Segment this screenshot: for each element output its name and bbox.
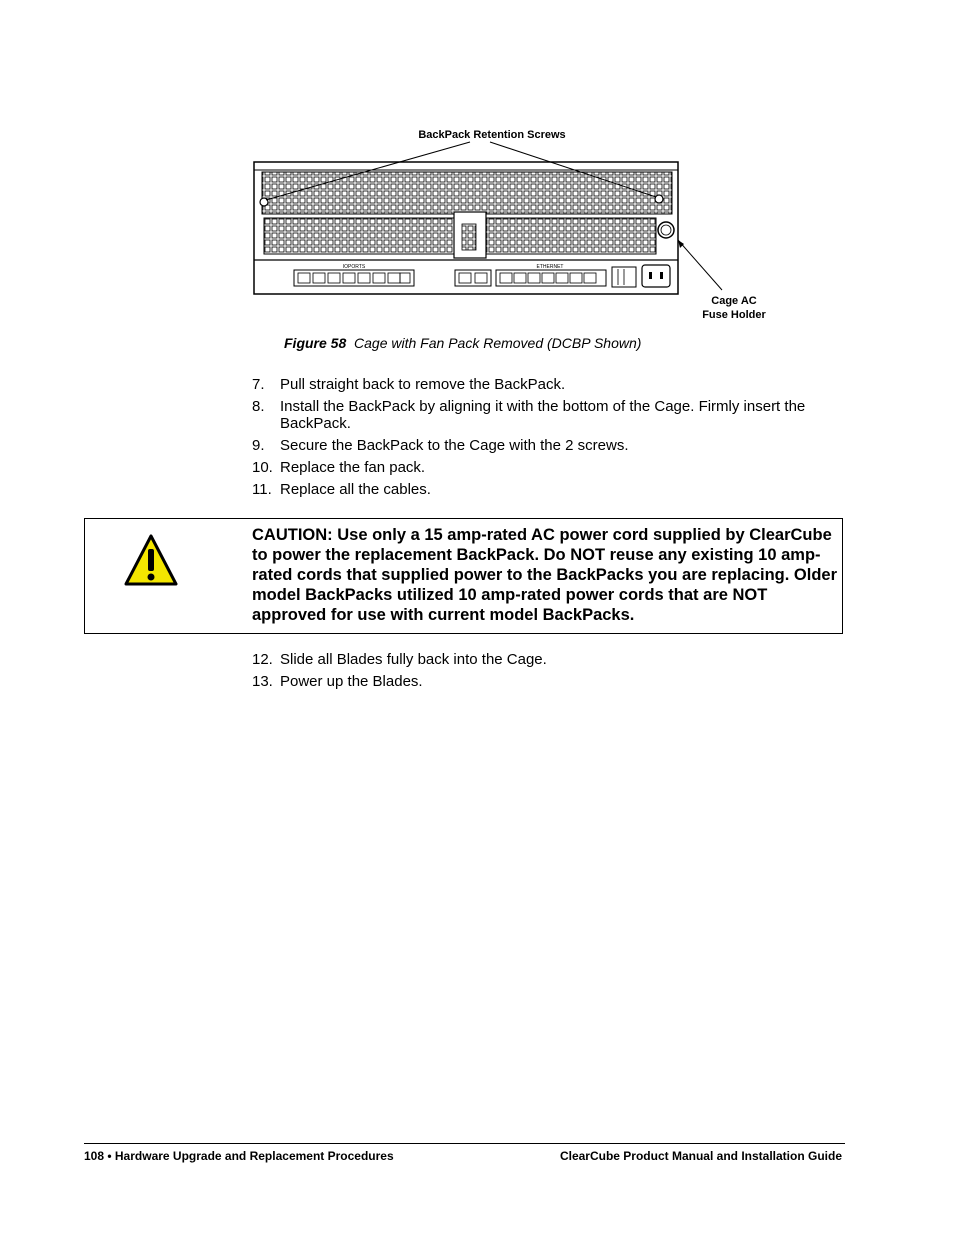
ac-inlet bbox=[642, 265, 670, 287]
caution-text: CAUTION: Use only a 15 amp-rated AC power cord supplied by ClearCube to power the replacement BackPack. Do NOT reuse any existing 10 amp-rated cords that supplied power to the BackPacks you are replacing. Older model BackPacks utilized 10 amp-rated power cords that are NOT approved for use with current model BackPacks. bbox=[252, 526, 838, 624]
step-number: 9. bbox=[252, 437, 265, 454]
steps-list-a bbox=[252, 376, 840, 503]
fuse-callout bbox=[678, 240, 722, 290]
list-item bbox=[252, 437, 840, 454]
step-number: 11. bbox=[252, 481, 272, 498]
step-number: 10. bbox=[252, 459, 273, 476]
ethernet-block bbox=[496, 270, 606, 286]
figure-number: Figure 58 bbox=[284, 335, 347, 351]
list-item bbox=[252, 673, 840, 690]
lower-left-vent bbox=[264, 218, 454, 254]
ethernet-label: ETHERNET bbox=[536, 264, 564, 270]
list-item bbox=[252, 651, 840, 668]
footer-doc-title: ClearCube Product Manual and Installation Guide bbox=[559, 1149, 842, 1163]
step-number: 12. bbox=[252, 651, 273, 668]
fuse-holder bbox=[658, 222, 674, 238]
step-text: Secure the BackPack to the Cage with the 2 screws. bbox=[280, 437, 629, 454]
cage-figure bbox=[250, 120, 780, 330]
list-item bbox=[252, 398, 840, 432]
warning-triangle-icon bbox=[123, 533, 179, 587]
fuse-callout-label-2: Fuse Holder bbox=[702, 309, 766, 321]
upper-vent bbox=[262, 172, 672, 214]
step-text: Power up the Blades. bbox=[280, 673, 423, 690]
io-ports-block bbox=[294, 270, 414, 286]
step-number: 8. bbox=[252, 398, 265, 415]
step-text: Replace the fan pack. bbox=[280, 459, 426, 476]
screws-callout-label: BackPack Retention Screws bbox=[418, 129, 566, 141]
steps-list-b bbox=[252, 651, 840, 695]
list-item bbox=[252, 376, 840, 393]
footer-page-section: 108 • Hardware Upgrade and Replacement Procedures bbox=[84, 1149, 394, 1163]
step-text: Install the BackPack by aligning it with the bottom of the Cage. Firmly insert the BackPack. bbox=[280, 398, 806, 432]
fuse-callout-label-1: Cage AC bbox=[711, 295, 757, 307]
step-text: Slide all Blades fully back into the Cage. bbox=[280, 651, 547, 668]
figure-caption bbox=[284, 335, 641, 351]
step-text: Pull straight back to remove the BackPack. bbox=[280, 376, 566, 393]
step-number: 13. bbox=[252, 673, 273, 690]
right-retention-screw bbox=[655, 195, 663, 203]
caution-box bbox=[84, 518, 843, 634]
lower-right-vent bbox=[486, 218, 656, 254]
io-ports-label: IOPORTS bbox=[342, 264, 366, 270]
left-retention-screw bbox=[260, 198, 268, 206]
figure-caption-text: Cage with Fan Pack Removed (DCBP Shown) bbox=[354, 335, 642, 351]
list-item bbox=[252, 459, 840, 476]
step-text: Replace all the cables. bbox=[280, 481, 431, 498]
footer-divider bbox=[84, 1143, 845, 1144]
list-item bbox=[252, 481, 840, 498]
step-number: 7. bbox=[252, 376, 265, 393]
